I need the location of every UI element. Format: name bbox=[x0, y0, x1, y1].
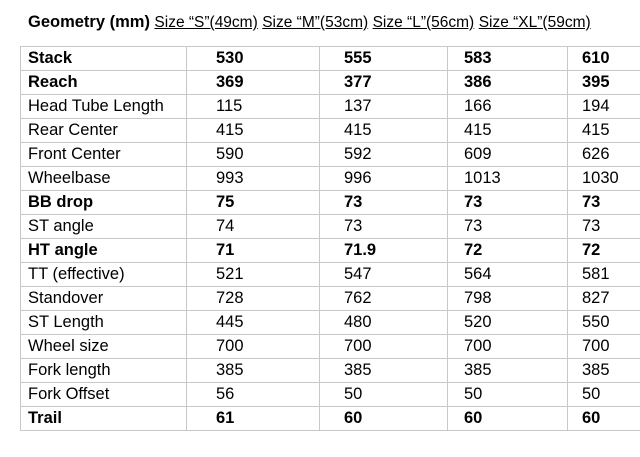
size-header-l: Size “L”(56cm) bbox=[372, 14, 475, 31]
table-row bbox=[21, 359, 640, 383]
row-label: Reach bbox=[21, 71, 187, 95]
header bbox=[28, 12, 591, 33]
table-row bbox=[21, 95, 640, 119]
table-cell: 56 bbox=[187, 383, 320, 407]
table-row bbox=[21, 215, 640, 239]
row-label: Wheelbase bbox=[21, 167, 187, 191]
table-cell: 555 bbox=[320, 47, 448, 71]
table-cell: 72 bbox=[448, 239, 568, 263]
table-cell: 395 bbox=[568, 71, 640, 95]
row-label: Standover bbox=[21, 287, 187, 311]
row-label: HT angle bbox=[21, 239, 187, 263]
table-cell: 700 bbox=[187, 335, 320, 359]
page-title: Geometry (mm) bbox=[28, 13, 150, 31]
table-row bbox=[21, 407, 640, 431]
table-cell: 1013 bbox=[448, 167, 568, 191]
table-cell: 166 bbox=[448, 95, 568, 119]
table-row bbox=[21, 191, 640, 215]
table-cell: 72 bbox=[568, 239, 640, 263]
row-label: Wheel size bbox=[21, 335, 187, 359]
row-label: Fork Offset bbox=[21, 383, 187, 407]
table-cell: 445 bbox=[187, 311, 320, 335]
table-cell: 610 bbox=[568, 47, 640, 71]
table-cell: 50 bbox=[568, 383, 640, 407]
table-cell: 996 bbox=[320, 167, 448, 191]
table-row bbox=[21, 383, 640, 407]
table-cell: 762 bbox=[320, 287, 448, 311]
table-cell: 73 bbox=[320, 215, 448, 239]
table-cell: 581 bbox=[568, 263, 640, 287]
table-cell: 73 bbox=[448, 215, 568, 239]
table-cell: 75 bbox=[187, 191, 320, 215]
table-cell: 385 bbox=[320, 359, 448, 383]
size-header-xl: Size “XL”(59cm) bbox=[478, 14, 591, 31]
row-label: TT (effective) bbox=[21, 263, 187, 287]
row-label: Stack bbox=[21, 47, 187, 71]
table-row bbox=[21, 239, 640, 263]
table-cell: 415 bbox=[568, 119, 640, 143]
size-header-s: Size “S”(49cm) bbox=[154, 14, 258, 31]
table-cell: 73 bbox=[568, 191, 640, 215]
table-cell: 700 bbox=[448, 335, 568, 359]
row-label: Trail bbox=[21, 407, 187, 431]
table-cell: 61 bbox=[187, 407, 320, 431]
geometry-table bbox=[20, 46, 640, 431]
row-label: Rear Center bbox=[21, 119, 187, 143]
table-cell: 798 bbox=[448, 287, 568, 311]
table-cell: 137 bbox=[320, 95, 448, 119]
table-cell: 547 bbox=[320, 263, 448, 287]
row-label: ST Length bbox=[21, 311, 187, 335]
table-cell: 60 bbox=[320, 407, 448, 431]
table-cell: 60 bbox=[568, 407, 640, 431]
table-cell: 700 bbox=[320, 335, 448, 359]
table-cell: 583 bbox=[448, 47, 568, 71]
table-cell: 385 bbox=[568, 359, 640, 383]
table-cell: 728 bbox=[187, 287, 320, 311]
table-cell: 827 bbox=[568, 287, 640, 311]
table-cell: 369 bbox=[187, 71, 320, 95]
table-cell: 115 bbox=[187, 95, 320, 119]
table-cell: 74 bbox=[187, 215, 320, 239]
table-row bbox=[21, 311, 640, 335]
table-cell: 50 bbox=[448, 383, 568, 407]
table-cell: 700 bbox=[568, 335, 640, 359]
table-cell: 60 bbox=[448, 407, 568, 431]
table-cell: 521 bbox=[187, 263, 320, 287]
table-cell: 592 bbox=[320, 143, 448, 167]
table-row bbox=[21, 263, 640, 287]
table-cell: 415 bbox=[448, 119, 568, 143]
table-cell: 194 bbox=[568, 95, 640, 119]
table-cell: 73 bbox=[320, 191, 448, 215]
table-row bbox=[21, 167, 640, 191]
row-label: Front Center bbox=[21, 143, 187, 167]
table-cell: 415 bbox=[320, 119, 448, 143]
table-cell: 480 bbox=[320, 311, 448, 335]
table-cell: 377 bbox=[320, 71, 448, 95]
table-row bbox=[21, 47, 640, 71]
table-cell: 385 bbox=[448, 359, 568, 383]
table-cell: 626 bbox=[568, 143, 640, 167]
table-cell: 1030 bbox=[568, 167, 640, 191]
row-label: Fork length bbox=[21, 359, 187, 383]
table-cell: 415 bbox=[187, 119, 320, 143]
table-cell: 530 bbox=[187, 47, 320, 71]
table-cell: 385 bbox=[187, 359, 320, 383]
table-cell: 993 bbox=[187, 167, 320, 191]
table-cell: 73 bbox=[448, 191, 568, 215]
table-cell: 550 bbox=[568, 311, 640, 335]
geometry-table-body bbox=[21, 47, 640, 431]
table-row bbox=[21, 71, 640, 95]
table-row bbox=[21, 335, 640, 359]
size-header-m: Size “M”(53cm) bbox=[262, 14, 369, 31]
table-cell: 520 bbox=[448, 311, 568, 335]
row-label: ST angle bbox=[21, 215, 187, 239]
table-cell: 71 bbox=[187, 239, 320, 263]
table-cell: 71.9 bbox=[320, 239, 448, 263]
table-cell: 50 bbox=[320, 383, 448, 407]
table-cell: 590 bbox=[187, 143, 320, 167]
table-row bbox=[21, 143, 640, 167]
table-row bbox=[21, 119, 640, 143]
row-label: BB drop bbox=[21, 191, 187, 215]
row-label: Head Tube Length bbox=[21, 95, 187, 119]
table-cell: 386 bbox=[448, 71, 568, 95]
table-cell: 73 bbox=[568, 215, 640, 239]
table-cell: 564 bbox=[448, 263, 568, 287]
table-row bbox=[21, 287, 640, 311]
table-cell: 609 bbox=[448, 143, 568, 167]
